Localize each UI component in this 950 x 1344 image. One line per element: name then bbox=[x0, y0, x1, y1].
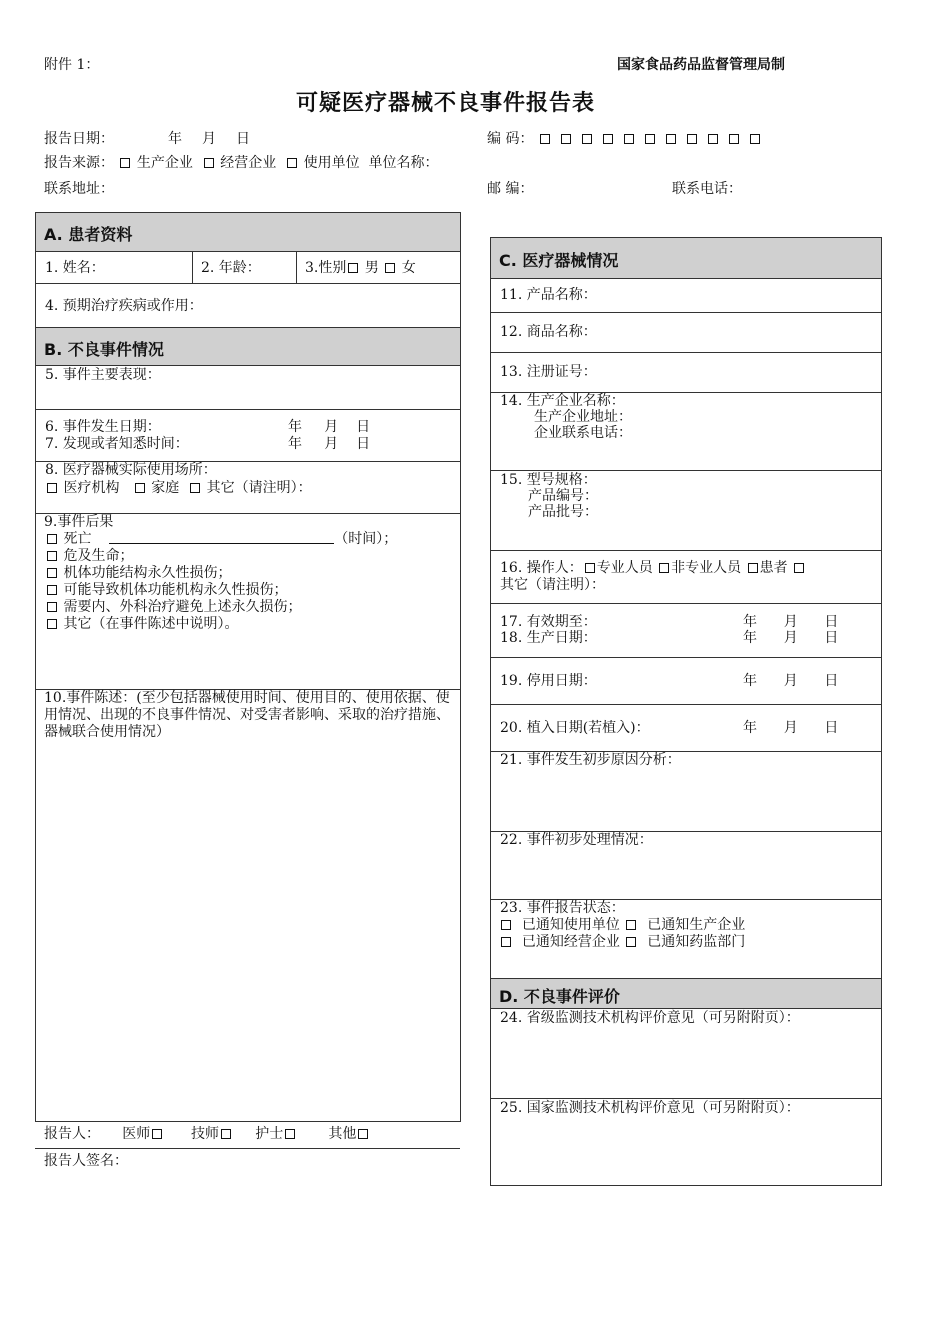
source-checkbox[interactable] bbox=[120, 158, 130, 168]
consequence-checkbox[interactable] bbox=[47, 534, 57, 544]
female-checkbox[interactable] bbox=[385, 263, 395, 273]
place-option: 家庭 bbox=[151, 480, 180, 496]
source-checkbox[interactable] bbox=[287, 158, 297, 168]
operator-options: 16. 操作人： 专业人员 非专业人员 患者 bbox=[500, 560, 806, 577]
source-label: 报告来源： bbox=[44, 155, 114, 171]
death-time-line[interactable] bbox=[109, 531, 334, 544]
event-dates-row bbox=[36, 409, 460, 461]
consequence-item: 其它（在事件陈述中说明）。 bbox=[45, 616, 238, 633]
place-checkbox[interactable] bbox=[190, 483, 200, 493]
page-title: 可疑医疗器械不良事件报告表 bbox=[296, 91, 596, 116]
operator-checkbox[interactable] bbox=[794, 563, 804, 573]
usage-place-label: 8. 医疗器械实际使用场所： bbox=[45, 462, 217, 478]
address-label: 联系地址： bbox=[44, 181, 114, 197]
consequence-label: 9.事件后果 bbox=[44, 514, 114, 530]
place-checkbox[interactable] bbox=[47, 483, 57, 493]
report-status-label: 23. 事件报告状态： bbox=[500, 900, 625, 916]
attachment-label: 附件 1： bbox=[44, 57, 100, 73]
operator-label: 16. 操作人： bbox=[500, 560, 583, 576]
place-checkbox[interactable] bbox=[135, 483, 145, 493]
provincial-opinion-field[interactable]: 24. 省级监测技术机构评价意见（可另附附页）： bbox=[500, 1010, 800, 1026]
reporter-label: 报告人： bbox=[44, 1126, 100, 1142]
report-source-row bbox=[44, 152, 439, 172]
status-checkbox[interactable] bbox=[626, 937, 636, 947]
postcode-label: 邮 编： bbox=[487, 181, 534, 197]
status-checkbox[interactable] bbox=[626, 920, 636, 930]
usage-place-options bbox=[45, 480, 312, 497]
usage-place-row bbox=[36, 461, 460, 513]
manufacturer-address-field[interactable]: 生产企业地址： bbox=[534, 409, 632, 425]
consequence-item: 需要内、外科治疗避免上述永久损伤； bbox=[45, 599, 301, 616]
model-field[interactable]: 15. 型号规格： bbox=[500, 472, 597, 488]
expiry-ymd: 年 月 日 bbox=[743, 614, 839, 630]
provincial-opinion-row bbox=[491, 1008, 881, 1098]
section-b-header bbox=[36, 327, 460, 365]
manufacturer-phone-field[interactable]: 企业联系电话： bbox=[534, 425, 632, 441]
source-option: 生产企业 bbox=[136, 155, 193, 171]
reg-no-row bbox=[491, 352, 881, 392]
product-no-field[interactable]: 产品编号： bbox=[528, 488, 598, 504]
batch-no-field[interactable]: 产品批号： bbox=[528, 504, 598, 520]
section-d-title: D. 不良事件评价 bbox=[499, 987, 620, 1006]
reporter-checkbox[interactable] bbox=[221, 1129, 231, 1139]
reporter-option: 护士 bbox=[255, 1126, 284, 1142]
handling-field[interactable]: 22. 事件初步处理情况： bbox=[500, 832, 653, 848]
production-ymd: 年 月 日 bbox=[743, 630, 839, 646]
reg-no-field[interactable]: 13. 注册证号： bbox=[500, 364, 597, 380]
status-checkbox[interactable] bbox=[501, 937, 511, 947]
place-option: 医疗机构 bbox=[63, 480, 120, 496]
production-date-field[interactable]: 18. 生产日期： bbox=[500, 630, 597, 646]
reporter-checkbox[interactable] bbox=[152, 1129, 162, 1139]
report-date-month: 月 bbox=[202, 131, 216, 147]
statement-field[interactable]: 10.事件陈述：(至少包括器械使用时间、使用目的、使用依据、使用情况、出现的不良事件情况、对受害者影响、采取的治疗措施、器械联合使用情况） bbox=[44, 690, 450, 740]
discover-date-field[interactable]: 7. 发现或者知悉时间： bbox=[45, 436, 189, 452]
reporter-row bbox=[44, 1123, 370, 1143]
stop-date-ymd: 年 月 日 bbox=[743, 673, 839, 689]
manufacturer-row bbox=[491, 392, 881, 470]
male-label: 男 bbox=[364, 260, 379, 276]
section-b-title: B. 不良事件情况 bbox=[44, 340, 164, 359]
product-name-field[interactable]: 11. 产品名称： bbox=[500, 287, 597, 303]
discover-date-ymd: 年 月 日 bbox=[288, 436, 371, 452]
code-label: 编 码： bbox=[487, 131, 534, 147]
section-a-title: A. 患者资料 bbox=[44, 225, 133, 244]
reporter-option: 其他 bbox=[328, 1126, 357, 1142]
cause-analysis-field[interactable]: 21. 事件发生初步原因分析： bbox=[500, 752, 681, 768]
place-option: 其它（请注明）： bbox=[206, 480, 312, 496]
national-opinion-field[interactable]: 25. 国家监测技术机构评价意见（可另附附页）： bbox=[500, 1100, 800, 1116]
code-boxes[interactable] bbox=[538, 131, 762, 147]
model-row bbox=[491, 470, 881, 550]
event-main-row bbox=[36, 365, 460, 409]
handling-row bbox=[491, 831, 881, 899]
section-a-header bbox=[36, 213, 460, 251]
section-c-header bbox=[491, 238, 881, 278]
patient-gender-field bbox=[305, 260, 416, 277]
reporter-option: 医师 bbox=[122, 1126, 151, 1142]
brand-name-row bbox=[491, 312, 881, 352]
stop-date-row bbox=[491, 657, 881, 704]
implant-date-row bbox=[491, 704, 881, 751]
patient-basic-row bbox=[36, 251, 460, 283]
event-date-ymd: 年 月 日 bbox=[288, 419, 371, 435]
operator-checkbox[interactable] bbox=[585, 563, 595, 573]
right-table bbox=[490, 237, 882, 1186]
unit-name-label: 单位名称： bbox=[368, 155, 439, 171]
consequence-item: 危及生命； bbox=[45, 548, 133, 565]
section-d-header bbox=[491, 978, 881, 1008]
female-label: 女 bbox=[401, 260, 416, 276]
patient-age-field[interactable]: 2. 年龄： bbox=[201, 260, 261, 276]
product-name-row bbox=[491, 278, 881, 312]
consequence-row bbox=[36, 513, 460, 689]
gender-label: 3.性别 bbox=[305, 260, 347, 276]
implant-date-field[interactable]: 20. 植入日期(若植入)： bbox=[500, 720, 650, 736]
phone-label: 联系电话： bbox=[672, 181, 742, 197]
reporter-option: 技师 bbox=[190, 1126, 219, 1142]
event-main-field[interactable]: 5. 事件主要表现： bbox=[45, 367, 161, 383]
operator-checkbox[interactable] bbox=[659, 563, 669, 573]
expiry-field[interactable]: 17. 有效期至： bbox=[500, 614, 597, 630]
expiry-row bbox=[491, 603, 881, 657]
statement-row bbox=[36, 689, 460, 1121]
status-options-line2: 已通知经营企业 已通知药监部门 bbox=[499, 934, 745, 951]
source-option: 使用单位 bbox=[303, 155, 360, 171]
source-checkbox[interactable] bbox=[204, 158, 214, 168]
report-date-label: 报告日期： bbox=[44, 131, 114, 147]
operator-other: 其它（请注明）： bbox=[500, 577, 605, 593]
reporter-checkbox[interactable] bbox=[358, 1129, 368, 1139]
section-c-title: C. 医疗器械情况 bbox=[499, 251, 619, 270]
reporter-divider bbox=[35, 1148, 460, 1149]
event-date-field[interactable]: 6. 事件发生日期： bbox=[45, 419, 161, 435]
patient-name-field[interactable]: 1. 姓名： bbox=[45, 260, 105, 276]
source-option: 经营企业 bbox=[220, 155, 277, 171]
national-opinion-row bbox=[491, 1098, 881, 1185]
brand-name-field[interactable]: 12. 商品名称： bbox=[500, 324, 597, 340]
report-date-day: 日 bbox=[236, 131, 250, 147]
stop-date-field[interactable]: 19. 停用日期： bbox=[500, 673, 597, 689]
disease-row bbox=[36, 283, 460, 327]
male-checkbox[interactable] bbox=[348, 263, 358, 273]
signature-label[interactable]: 报告人签名： bbox=[44, 1153, 128, 1169]
issuer-label: 国家食品药品监督管理局制 bbox=[617, 57, 785, 73]
operator-row bbox=[491, 550, 881, 603]
consequence-death: 死亡 （时间）； bbox=[45, 531, 397, 548]
report-status-row bbox=[491, 899, 881, 978]
cause-analysis-row bbox=[491, 751, 881, 831]
implant-date-ymd: 年 月 日 bbox=[743, 720, 839, 736]
status-options-line1: 已通知使用单位 已通知生产企业 bbox=[499, 917, 745, 934]
operator-checkbox[interactable] bbox=[748, 563, 758, 573]
disease-field[interactable]: 4. 预期治疗疾病或作用： bbox=[45, 298, 203, 314]
consequence-item: 可能导致机体功能机构永久性损伤； bbox=[45, 582, 287, 599]
left-table bbox=[35, 212, 461, 1122]
status-checkbox[interactable] bbox=[501, 920, 511, 930]
reporter-checkbox[interactable] bbox=[285, 1129, 295, 1139]
code-field bbox=[487, 128, 762, 148]
manufacturer-name-field[interactable]: 14. 生产企业名称： bbox=[500, 393, 625, 409]
consequence-item: 机体功能结构永久性损伤； bbox=[45, 565, 231, 582]
report-date-year: 年 bbox=[168, 131, 182, 147]
